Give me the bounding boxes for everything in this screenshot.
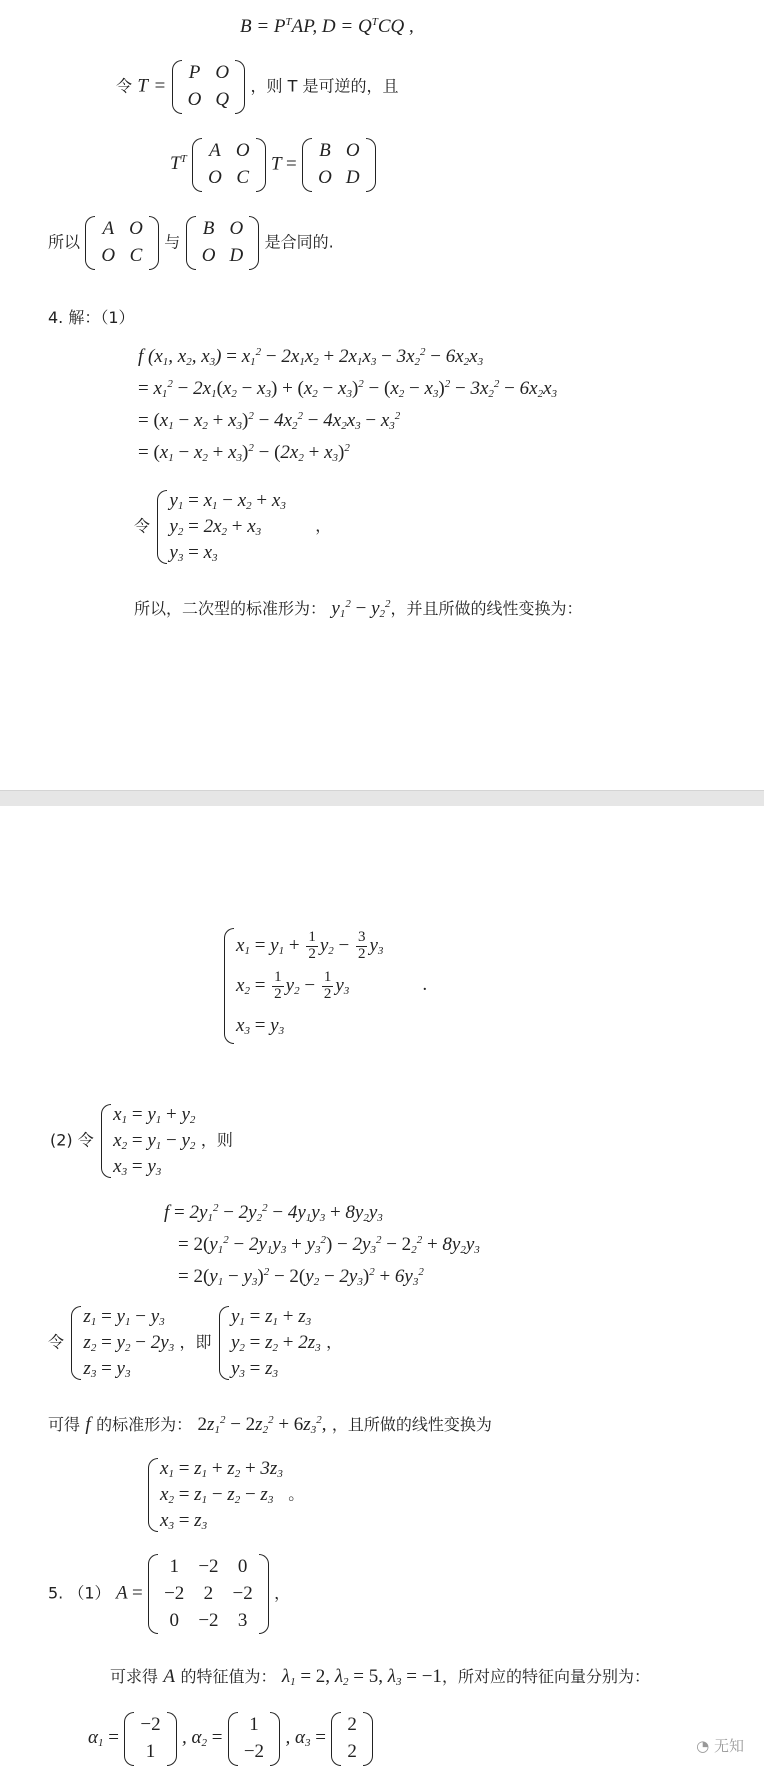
let-t-line: 令 T = P O O Q ，则 T 是可逆的，且 xyxy=(116,60,398,114)
z-substitution-line: 令 $z_1 = y_1 - y_3$ $z_2 = y_2 - 2y_3$ $z_3 = y_3$ ，即 $y_1 = z_1 + z_3$ $y_2 = z_2 + 2z_3$ $y_3 = z_3$ ， xyxy=(48,1306,343,1380)
matrix-a-c-2: A O O C xyxy=(85,216,158,270)
f-line-3: = $(x_1 - x_2 + x_3)^2 - 4x_2^2 - 4x_2x_3 - x_3^2$ xyxy=(138,410,401,432)
wechat-icon: ◔ xyxy=(696,1737,710,1755)
question-5-line: 5. （1） A = 1 −2 0 −2 2 −2 0 −2 3 ， xyxy=(48,1554,290,1634)
z-system: $z_1 = y_1 - y_3$ $z_2 = y_2 - 2y_3$ $z_3 = y_3$ xyxy=(69,1304,174,1382)
f-line-2: = $x_1^2 - 2x_1(x_2 - x_3) + (x_2 - x_3)^2 - (x_2 - x_3)^2 - 3x_2^2 - 6x_2x_3$ xyxy=(138,378,557,400)
f-line-1: f ($x_1$, $x_2$, $x_3) = x_1^2 - 2x_1x_2 + 2x_1x_3 - 3x_2^2 - 6x_2x_3$ xyxy=(138,346,484,368)
x-transform-system: $x_1 = y_1$ + $\frac{1}{2}$ $y_2$ − $\frac{3}{2}$ $y_3$ $x_2$ = $\frac{1}{2}$ $y_2$ − $\frac{1}{2}$ $y_3$ $x_3 = y_3$ . xyxy=(222,926,428,1046)
document-page-1 xyxy=(0,0,764,790)
matrix-b-d: B O O D xyxy=(302,138,375,192)
t-invertible-text: ，则 T 是可逆的，且 xyxy=(250,76,399,96)
therefore-line: 所以 A O O C 与 B O O D 是合同的. xyxy=(48,216,334,270)
y-inverse-system: $y_1 = z_1 + z_3$ $y_2 = z_2 + 2z_3$ $y_3 = z_3$ xyxy=(217,1304,321,1382)
question-4-label: 4. 解：（1） xyxy=(48,308,135,327)
alpha-2-vector: 1 −2 xyxy=(228,1712,280,1766)
canonical-form-line: 所以，二次型的标准形为： $y_1^2 - y_2^2$，并且所做的线性变换为： xyxy=(134,598,583,620)
matrix-t: P O O Q xyxy=(172,60,245,114)
f2-line-1: $f = 2y_1^2 - 2y_2^2 - 4y_1y_3 + 8y_2y_3$ xyxy=(164,1202,383,1224)
f2-line-3: = $2(y_1 - y_3)^2 - 2(y_2 - 2y_3)^2 + 6y_3^2$ xyxy=(178,1266,424,1288)
y-system: $y_1 = x_1 - x_2 + x_3$ $y_2 = 2x_2 + x_3$ $y_3 = x_3$ xyxy=(155,488,285,566)
matrix-a: 1 −2 0 −2 2 −2 0 −2 3 xyxy=(148,1554,269,1634)
alpha-3-vector: 2 2 xyxy=(331,1712,373,1766)
x-z-transform: $x_1 = z_1 + z_2 + 3z_3$ $x_2 = z_1 - z_2 - z_3$ $x_3 = z_3$ 。 xyxy=(146,1456,304,1534)
f2-line-2: = $2(y_1^2 - 2y_1y_3 + y_3^2) - 2y_3^2 - 2_2^2 + 8y_2y_3$ xyxy=(178,1234,480,1256)
alpha-1-vector: −2 1 xyxy=(124,1712,176,1766)
page-separator xyxy=(0,790,764,807)
part-2-line: (2) 令 $x_1 = y_1 + y_2$ $x_2 = y_1 - y_2$ $x_3 = y_3$ ，则 xyxy=(50,1104,233,1178)
equation-b-d: $B = P^TAP$, $D = Q^TCQ$ , xyxy=(240,16,414,37)
eigenvalues-line: 可求得 A 的特征值为： $\lambda_1 = 2$, $\lambda_2 = 5$, $\lambda_3 = -1$，所对应的特征向量分别为： xyxy=(110,1666,650,1688)
f-line-4: = $(x_1 - x_2 + x_3)^2 - (2x_2 + x_3)^2$ xyxy=(138,442,350,464)
document-page-2 xyxy=(0,806,764,1762)
eigenvectors-line: $\alpha_1$ = −2 1 , $\alpha_2$ = 1 −2 , $\alpha_3$ = 2 2 xyxy=(88,1712,373,1766)
matrix-a-c: A O O C xyxy=(192,138,265,192)
watermark: ◔ 无知 xyxy=(696,1737,744,1755)
part-2-system: $x_1 = y_1 + y_2$ $x_2 = y_1 - y_2$ $x_3 = y_3$ xyxy=(99,1102,195,1180)
congruence-equation: $T^T$ A O O C T = B O O D xyxy=(170,138,376,192)
f-canonical-line: 可得 f 的标准形为： $2z_1^2 - 2z_2^2 + 6z_3^2$, ，且所做的线性变换为 xyxy=(48,1414,492,1436)
matrix-b-d-2: B O O D xyxy=(186,216,259,270)
let-y-system-line: 令 $y_1 = x_1 - x_2 + x_3$ $y_2 = 2x_2 + x_3$ $y_3 = x_3$ ， xyxy=(134,490,332,564)
